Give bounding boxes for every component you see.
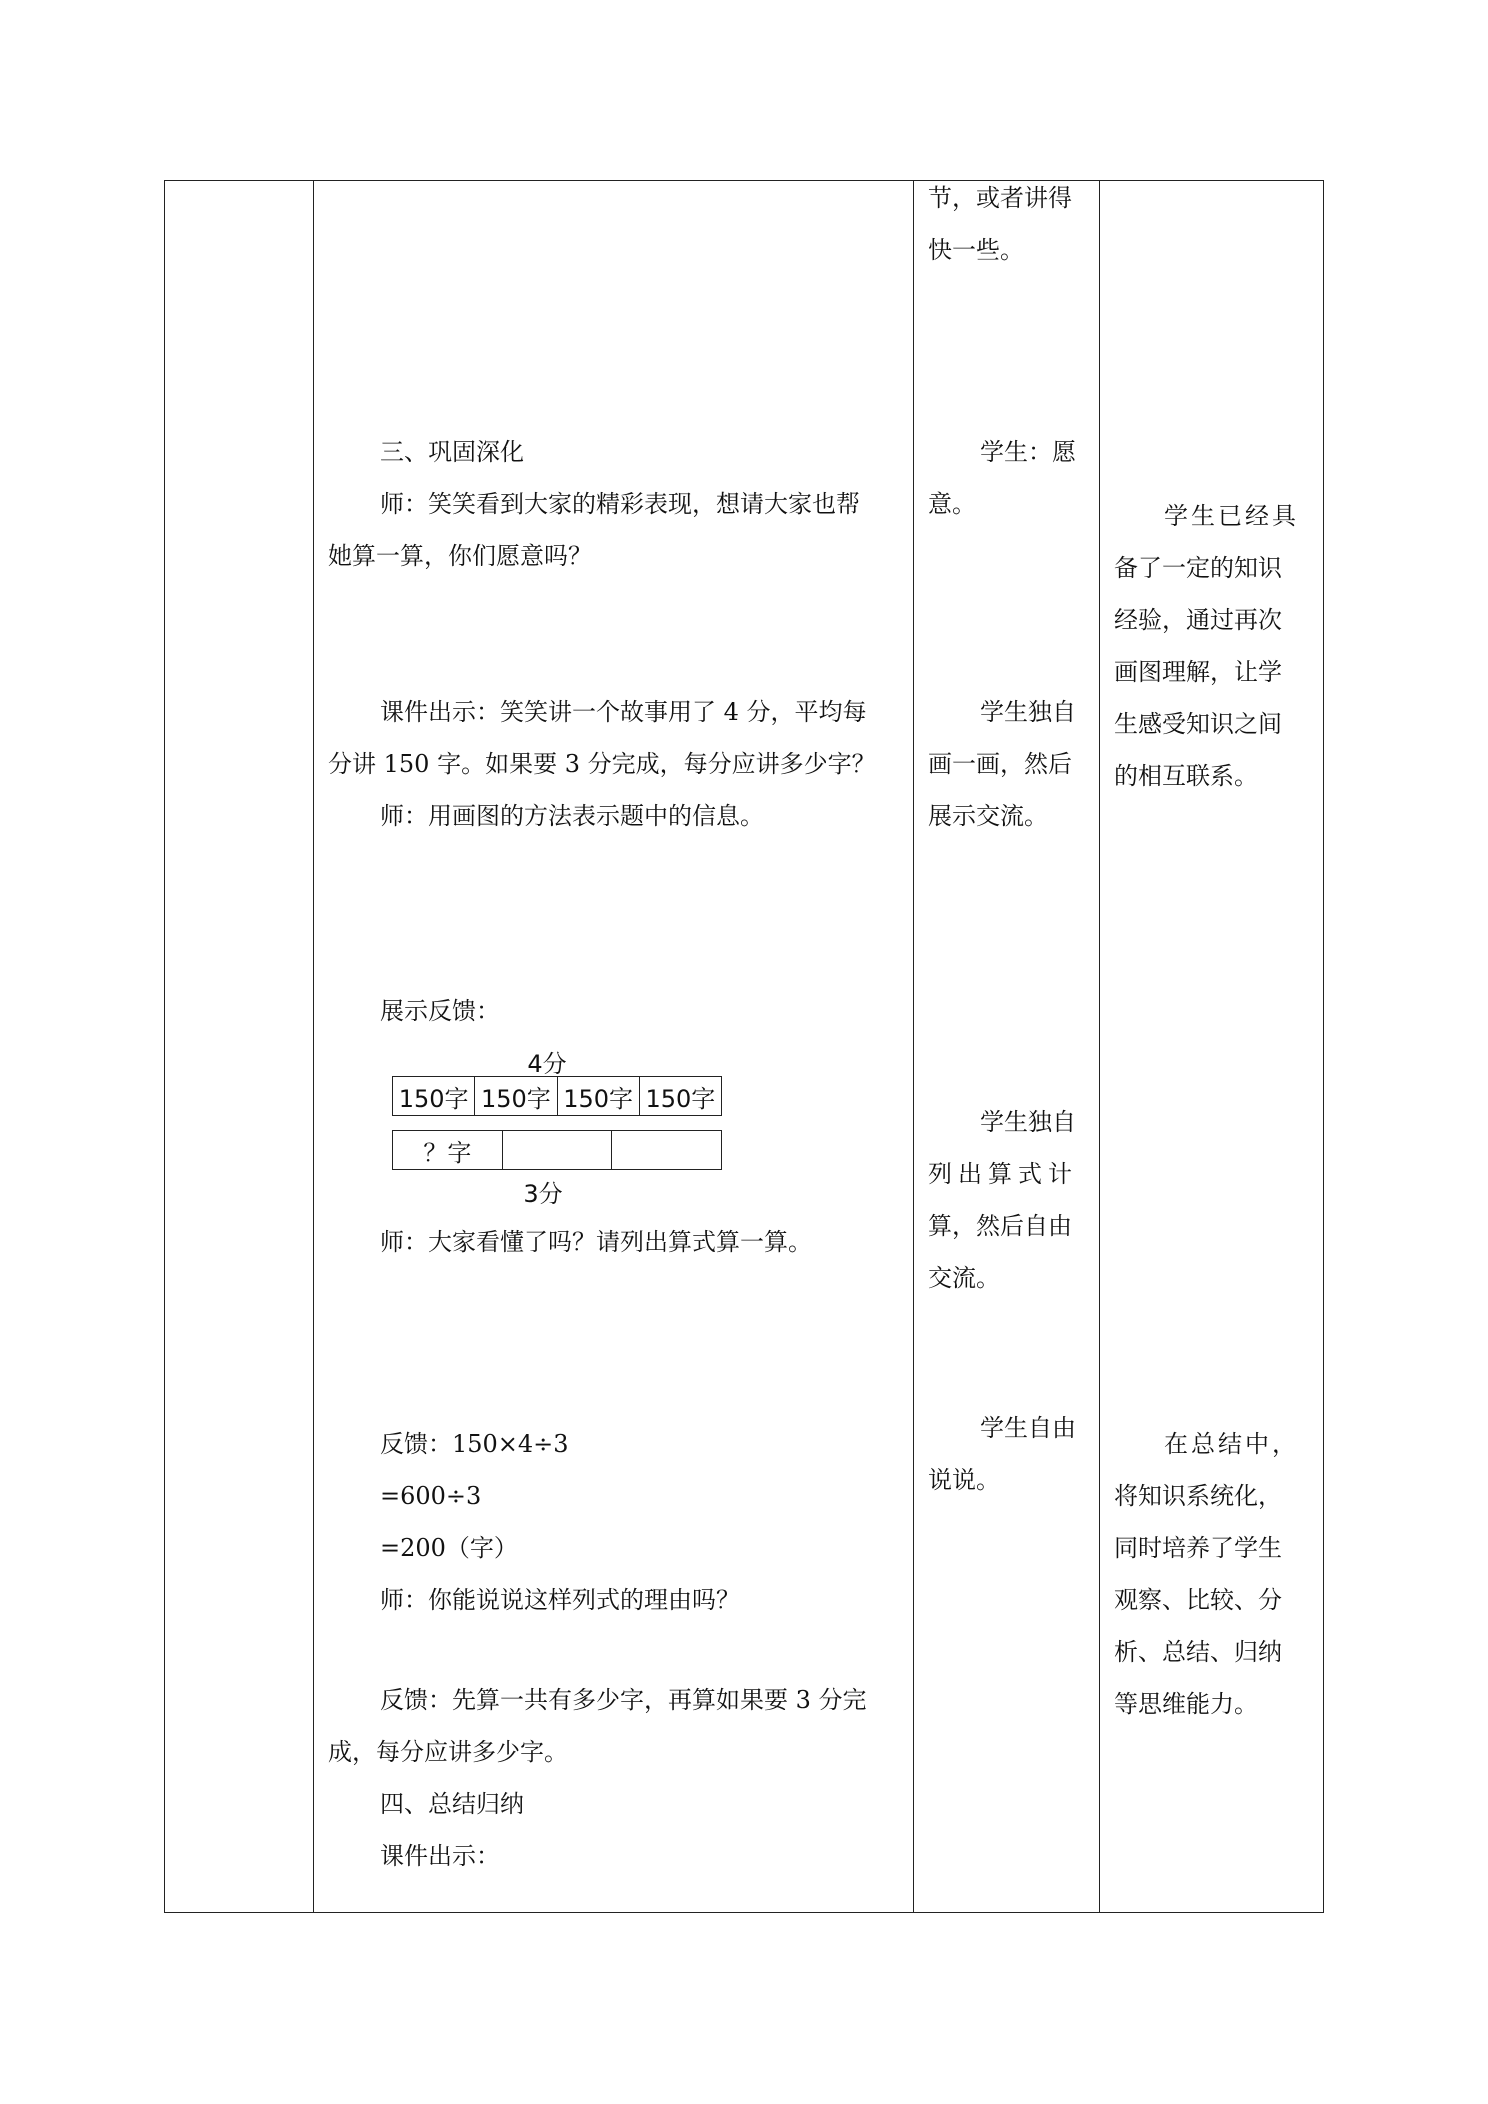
courseware-2: 课件出示： xyxy=(380,1842,500,1870)
diagram-bottom-cell xyxy=(502,1131,612,1169)
feedback-calc-3: =200（字） xyxy=(380,1534,518,1562)
diagram-bottom-label: 3分 xyxy=(523,1180,563,1208)
student-note-3-line-3: 算，然后自由 xyxy=(928,1212,1072,1240)
intent-1-line-5: 生感受知识之间 xyxy=(1114,710,1282,738)
feedback-reason-line-2: 成，每分应讲多少字。 xyxy=(328,1738,568,1766)
column-divider-2 xyxy=(913,180,914,1913)
teacher-question-1-line-2: 她算一算，你们愿意吗？ xyxy=(328,542,592,570)
feedback-reason-line-1: 反馈：先算一共有多少字，再算如果要 3 分完 xyxy=(380,1686,867,1714)
courseware-1-line-2: 分讲 150 字。如果要 3 分完成，每分应讲多少字？ xyxy=(328,750,876,778)
student-note-2-line-1: 学生独自 xyxy=(980,698,1076,726)
intent-2-line-5: 析、总结、归纳 xyxy=(1114,1638,1282,1666)
diagram-bottom-cell: ？字 xyxy=(423,1138,472,1167)
student-note-4-line-1: 学生自由 xyxy=(980,1414,1076,1442)
intent-2-line-2: 将知识系统化， xyxy=(1114,1482,1282,1510)
column-divider-1 xyxy=(313,180,314,1913)
student-note-3-line-1: 学生独自 xyxy=(980,1108,1076,1136)
intent-2-line-1: 在总结中， xyxy=(1164,1430,1299,1458)
section-four-title: 四、总结归纳 xyxy=(380,1790,524,1818)
student-note-2-line-3: 展示交流。 xyxy=(928,802,1048,830)
student-note-2-line-2: 画一画，然后 xyxy=(928,750,1072,778)
column-divider-3 xyxy=(1099,180,1100,1913)
student-note-0-line-1: 节，或者讲得 xyxy=(928,184,1072,212)
intent-1-line-2: 备了一定的知识 xyxy=(1114,554,1282,582)
diagram-top-cell: 150字 xyxy=(557,1077,639,1115)
diagram-top-row xyxy=(392,1076,722,1116)
diagram-top-cell: 150字 xyxy=(639,1077,721,1115)
student-note-3-line-2: 列出算式计 xyxy=(928,1160,1078,1188)
student-note-1-line-1: 学生：愿 xyxy=(980,438,1076,466)
show-feedback-label: 展示反馈： xyxy=(380,997,500,1025)
feedback-calc-2: =600÷3 xyxy=(380,1482,482,1510)
diagram-top-label: 4分 xyxy=(527,1050,567,1078)
student-note-3-line-4: 交流。 xyxy=(928,1264,1000,1292)
intent-1-line-6: 的相互联系。 xyxy=(1114,762,1258,790)
feedback-calc-1: 反馈：150×4÷3 xyxy=(380,1430,569,1458)
intent-1-line-4: 画图理解，让学 xyxy=(1114,658,1282,686)
student-note-4-line-2: 说说。 xyxy=(928,1466,1000,1494)
teacher-question-1-line-1: 师：笑笑看到大家的精彩表现，想请大家也帮 xyxy=(380,490,860,518)
student-note-0-line-2: 快一些。 xyxy=(928,236,1024,264)
intent-1-line-1: 学生已经具 xyxy=(1164,502,1299,530)
teacher-question-3: 师：大家看懂了吗？请列出算式算一算。 xyxy=(380,1228,812,1256)
intent-2-line-3: 同时培养了学生 xyxy=(1114,1534,1282,1562)
teacher-question-4: 师：你能说说这样列式的理由吗？ xyxy=(380,1586,740,1614)
diagram-bottom-cell xyxy=(611,1131,721,1169)
section-three-title: 三、巩固深化 xyxy=(380,438,524,466)
teacher-question-2: 师：用画图的方法表示题中的信息。 xyxy=(380,802,764,830)
diagram-bottom-row xyxy=(392,1130,722,1170)
student-note-1-line-2: 意。 xyxy=(928,490,976,518)
diagram-top-cell: 150字 xyxy=(474,1077,556,1115)
intent-2-line-6: 等思维能力。 xyxy=(1114,1690,1258,1718)
courseware-1-line-1: 课件出示：笑笑讲一个故事用了 4 分，平均每 xyxy=(380,698,867,726)
intent-1-line-3: 经验，通过再次 xyxy=(1114,606,1282,634)
intent-2-line-4: 观察、比较、分 xyxy=(1114,1586,1282,1614)
diagram-top-cell: 150字 xyxy=(398,1084,469,1113)
